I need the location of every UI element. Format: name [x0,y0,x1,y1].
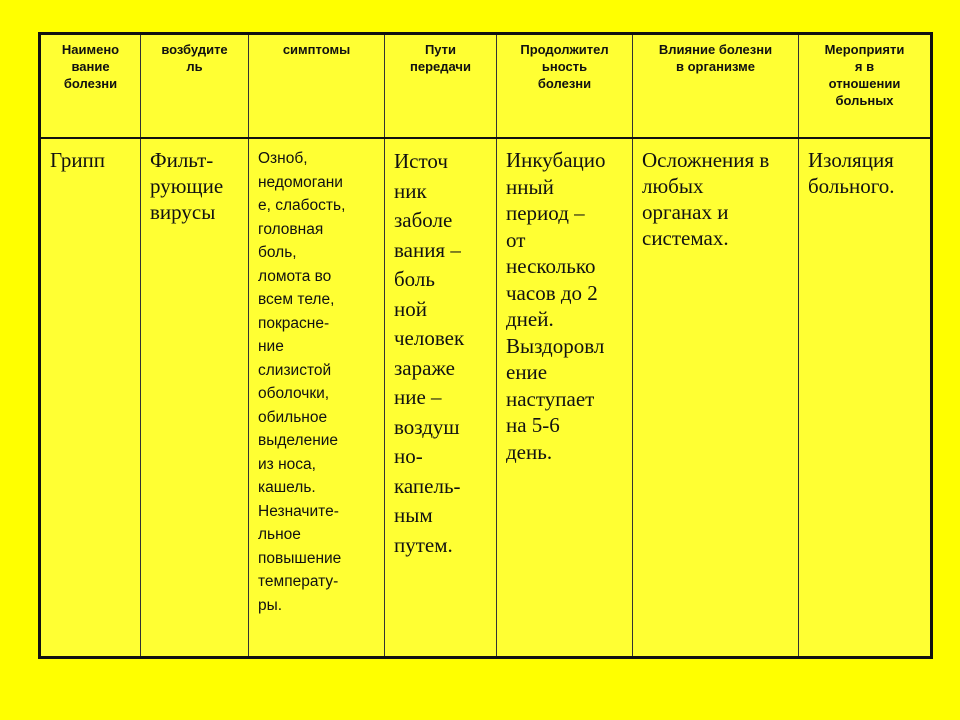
header-measures: Мероприяти я в отношении больных [799,34,932,139]
header-pathogen: возбудите ль [141,34,249,139]
cell-pathogen: Фильт- рующие вирусы [141,138,249,658]
header-disease-name: Наимено вание болезни [40,34,141,139]
disease-table [38,32,933,659]
header-row [40,34,932,139]
cell-measures: Изоляция больного. [799,138,932,658]
cell-disease-name: Грипп [40,138,141,658]
cell-duration: Инкубацио нный период – от несколько часов до 2 дней. Выздоровл ение наступает на 5-6 день. [497,138,633,658]
header-duration: Продолжител ьность болезни [497,34,633,139]
header-transmission: Пути передачи [385,34,497,139]
cell-transmission: Источ ник заболе вания – боль ной человек зараже ние – воздуш но- капель- ным путем. [385,138,497,658]
header-symptoms: симптомы [249,34,385,139]
table-row [40,138,932,658]
header-effect: Влияние болезни в организме [633,34,799,139]
cell-symptoms: Озноб, недомогани е, слабость, головная боль, ломота во всем теле, покрасне- ние слизистой оболочки, обильное выделение из носа, кашель. Незначите- льное повышение температу- ры. [249,138,385,658]
cell-effect: Осложнения в любых органах и системах. [633,138,799,658]
